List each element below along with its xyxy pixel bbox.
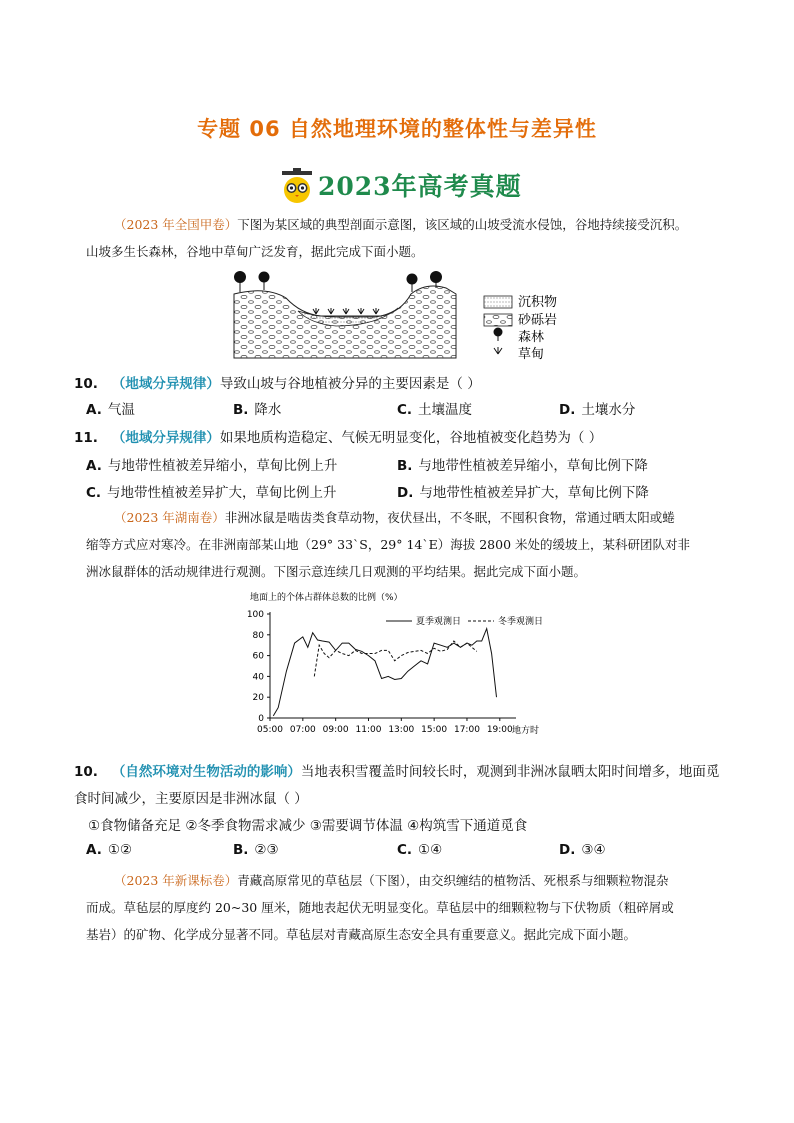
option-b[interactable]: B. 与地带性植被差异缩小，草甸比例下降 bbox=[397, 458, 648, 474]
cross-section-diagram bbox=[226, 264, 596, 364]
series-line-summer bbox=[273, 629, 496, 716]
passage-xinkebiao-line3: 基岩）的矿物、化学成分显著不同。草毡层对青藏高原生态安全具有重要意义。据此完成下面小题。 bbox=[86, 927, 637, 942]
passage-xinkebiao-line2: 而成。草毡层的厚度约 20~30 厘米，随地表起伏无明显变化。草毡层中的细颗粒物与下伏物质（粗碎屑或 bbox=[86, 900, 674, 915]
option-b[interactable]: B. ②③ bbox=[233, 842, 279, 858]
y-tick-label: 40 bbox=[252, 672, 264, 683]
x-tick-label: 11:00 bbox=[355, 725, 382, 735]
page-title: 专题 06 自然地理环境的整体性与差异性 bbox=[197, 117, 597, 141]
legend-winter: 冬季观测日 bbox=[498, 617, 544, 627]
section-heading: 2023年高考真题 bbox=[318, 172, 522, 201]
question-tag: （地域分异规律） bbox=[111, 430, 220, 446]
meadow-icon-group bbox=[313, 308, 379, 314]
statements: ①食物储备充足 ②冬季食物需求减少 ③需要调节体温 ④构筑雪下通道觅食 bbox=[88, 818, 528, 834]
x-tick-label: 05:00 bbox=[257, 725, 283, 735]
option-a[interactable]: A. ①② bbox=[86, 842, 133, 858]
question-10b-line2: 食时间减少，主要原因是非洲冰鼠（ ） bbox=[74, 791, 308, 807]
option-d[interactable]: D. 土壤水分 bbox=[559, 402, 636, 418]
question-tag: （自然环境对生物活动的影响） bbox=[111, 764, 301, 780]
x-tick-label: 15:00 bbox=[421, 725, 448, 735]
question-11: 11. （地域分异规律）如果地质构造稳定、气候无明显变化，谷地植被变化趋势为（ ） bbox=[74, 430, 603, 446]
option-a[interactable]: A. 与地带性植被差异缩小，草甸比例上升 bbox=[86, 458, 338, 474]
source-tag: （2023 年湖南卷） bbox=[114, 510, 225, 525]
source-tag: （2023 年全国甲卷） bbox=[114, 217, 238, 232]
forest-icon-group bbox=[234, 271, 442, 292]
section-badge bbox=[280, 165, 522, 205]
y-tick-label: 20 bbox=[252, 693, 264, 704]
x-tick-label: 09:00 bbox=[322, 725, 349, 735]
legend-forest: 森林 bbox=[518, 330, 545, 345]
passage-hunan: （2023 年湖南卷）非洲冰鼠是啮齿类食草动物，夜伏昼出，不冬眠，不囤积食物，常通过晒太阳或蜷 bbox=[114, 510, 675, 525]
option-c[interactable]: C. 与地带性植被差异扩大，草甸比例上升 bbox=[86, 485, 337, 501]
x-axis-label: 地方时 bbox=[512, 726, 540, 736]
passage-quanguo-jia: （2023 年全国甲卷）下图为某区域的典型剖面示意图，该区域的山坡受流水侵蚀，谷地持续接受沉积。 bbox=[114, 217, 688, 232]
y-tick-label: 0 bbox=[258, 714, 264, 724]
option-c[interactable]: C. ①④ bbox=[397, 842, 443, 858]
option-d[interactable]: D. 与地带性植被差异扩大，草甸比例下降 bbox=[397, 485, 649, 501]
x-tick-label: 13:00 bbox=[388, 725, 415, 735]
passage-quanguo-jia-line2: 山坡多生长森林，谷地中草甸广泛发育，据此完成下面小题。 bbox=[86, 244, 424, 259]
x-tick-label: 07:00 bbox=[289, 725, 316, 735]
passage-hunan-line3: 洲冰鼠群体的活动规律进行观测。下图示意连续几日观测的平均结果。据此完成下面小题。 bbox=[86, 564, 587, 579]
option-a[interactable]: A. 气温 bbox=[86, 402, 135, 418]
y-tick-label: 80 bbox=[252, 630, 264, 641]
passage-hunan-line2: 缩等方式应对寒冷。在非洲南部某山地（29° 33`S，29° 14`E）海拔 2800 米处的缓坡上，某科研团队对非 bbox=[86, 537, 691, 552]
chart-title: 地面上的个体占群体总数的比例（%） bbox=[250, 593, 403, 603]
passage-xinkebiao: （2023 年新课标卷）青藏高原常见的草毡层（下图），由交织缠结的植物活、死根系与细颗粒物混杂 bbox=[114, 873, 669, 888]
y-tick-label: 100 bbox=[246, 610, 264, 620]
option-d[interactable]: D. ③④ bbox=[559, 842, 606, 858]
x-tick-label: 19:00 bbox=[486, 725, 513, 735]
activity-line-chart bbox=[228, 588, 558, 750]
source-tag: （2023 年新课标卷） bbox=[114, 873, 238, 888]
legend-sediment: 沉积物 bbox=[518, 295, 558, 310]
legend-gravel: 砂砾岩 bbox=[518, 313, 558, 328]
y-tick-label: 60 bbox=[252, 651, 264, 662]
question-10b: 10. （自然环境对生物活动的影响）当地表积雪覆盖时间较长时，观测到非洲冰鼠晒太阳时间增多，地面觅 bbox=[74, 764, 720, 780]
question-10a: 10. （地域分异规律）导致山坡与谷地植被分异的主要因素是（ ） bbox=[74, 376, 481, 392]
option-c[interactable]: C. 土壤温度 bbox=[397, 402, 473, 418]
option-b[interactable]: B. 降水 bbox=[233, 402, 282, 418]
legend-meadow: 草甸 bbox=[518, 347, 545, 362]
owl-mascot-icon bbox=[280, 168, 314, 202]
question-tag: （地域分异规律） bbox=[111, 376, 220, 392]
x-tick-label: 17:00 bbox=[453, 725, 480, 735]
legend-summer: 夏季观测日 bbox=[416, 617, 462, 627]
